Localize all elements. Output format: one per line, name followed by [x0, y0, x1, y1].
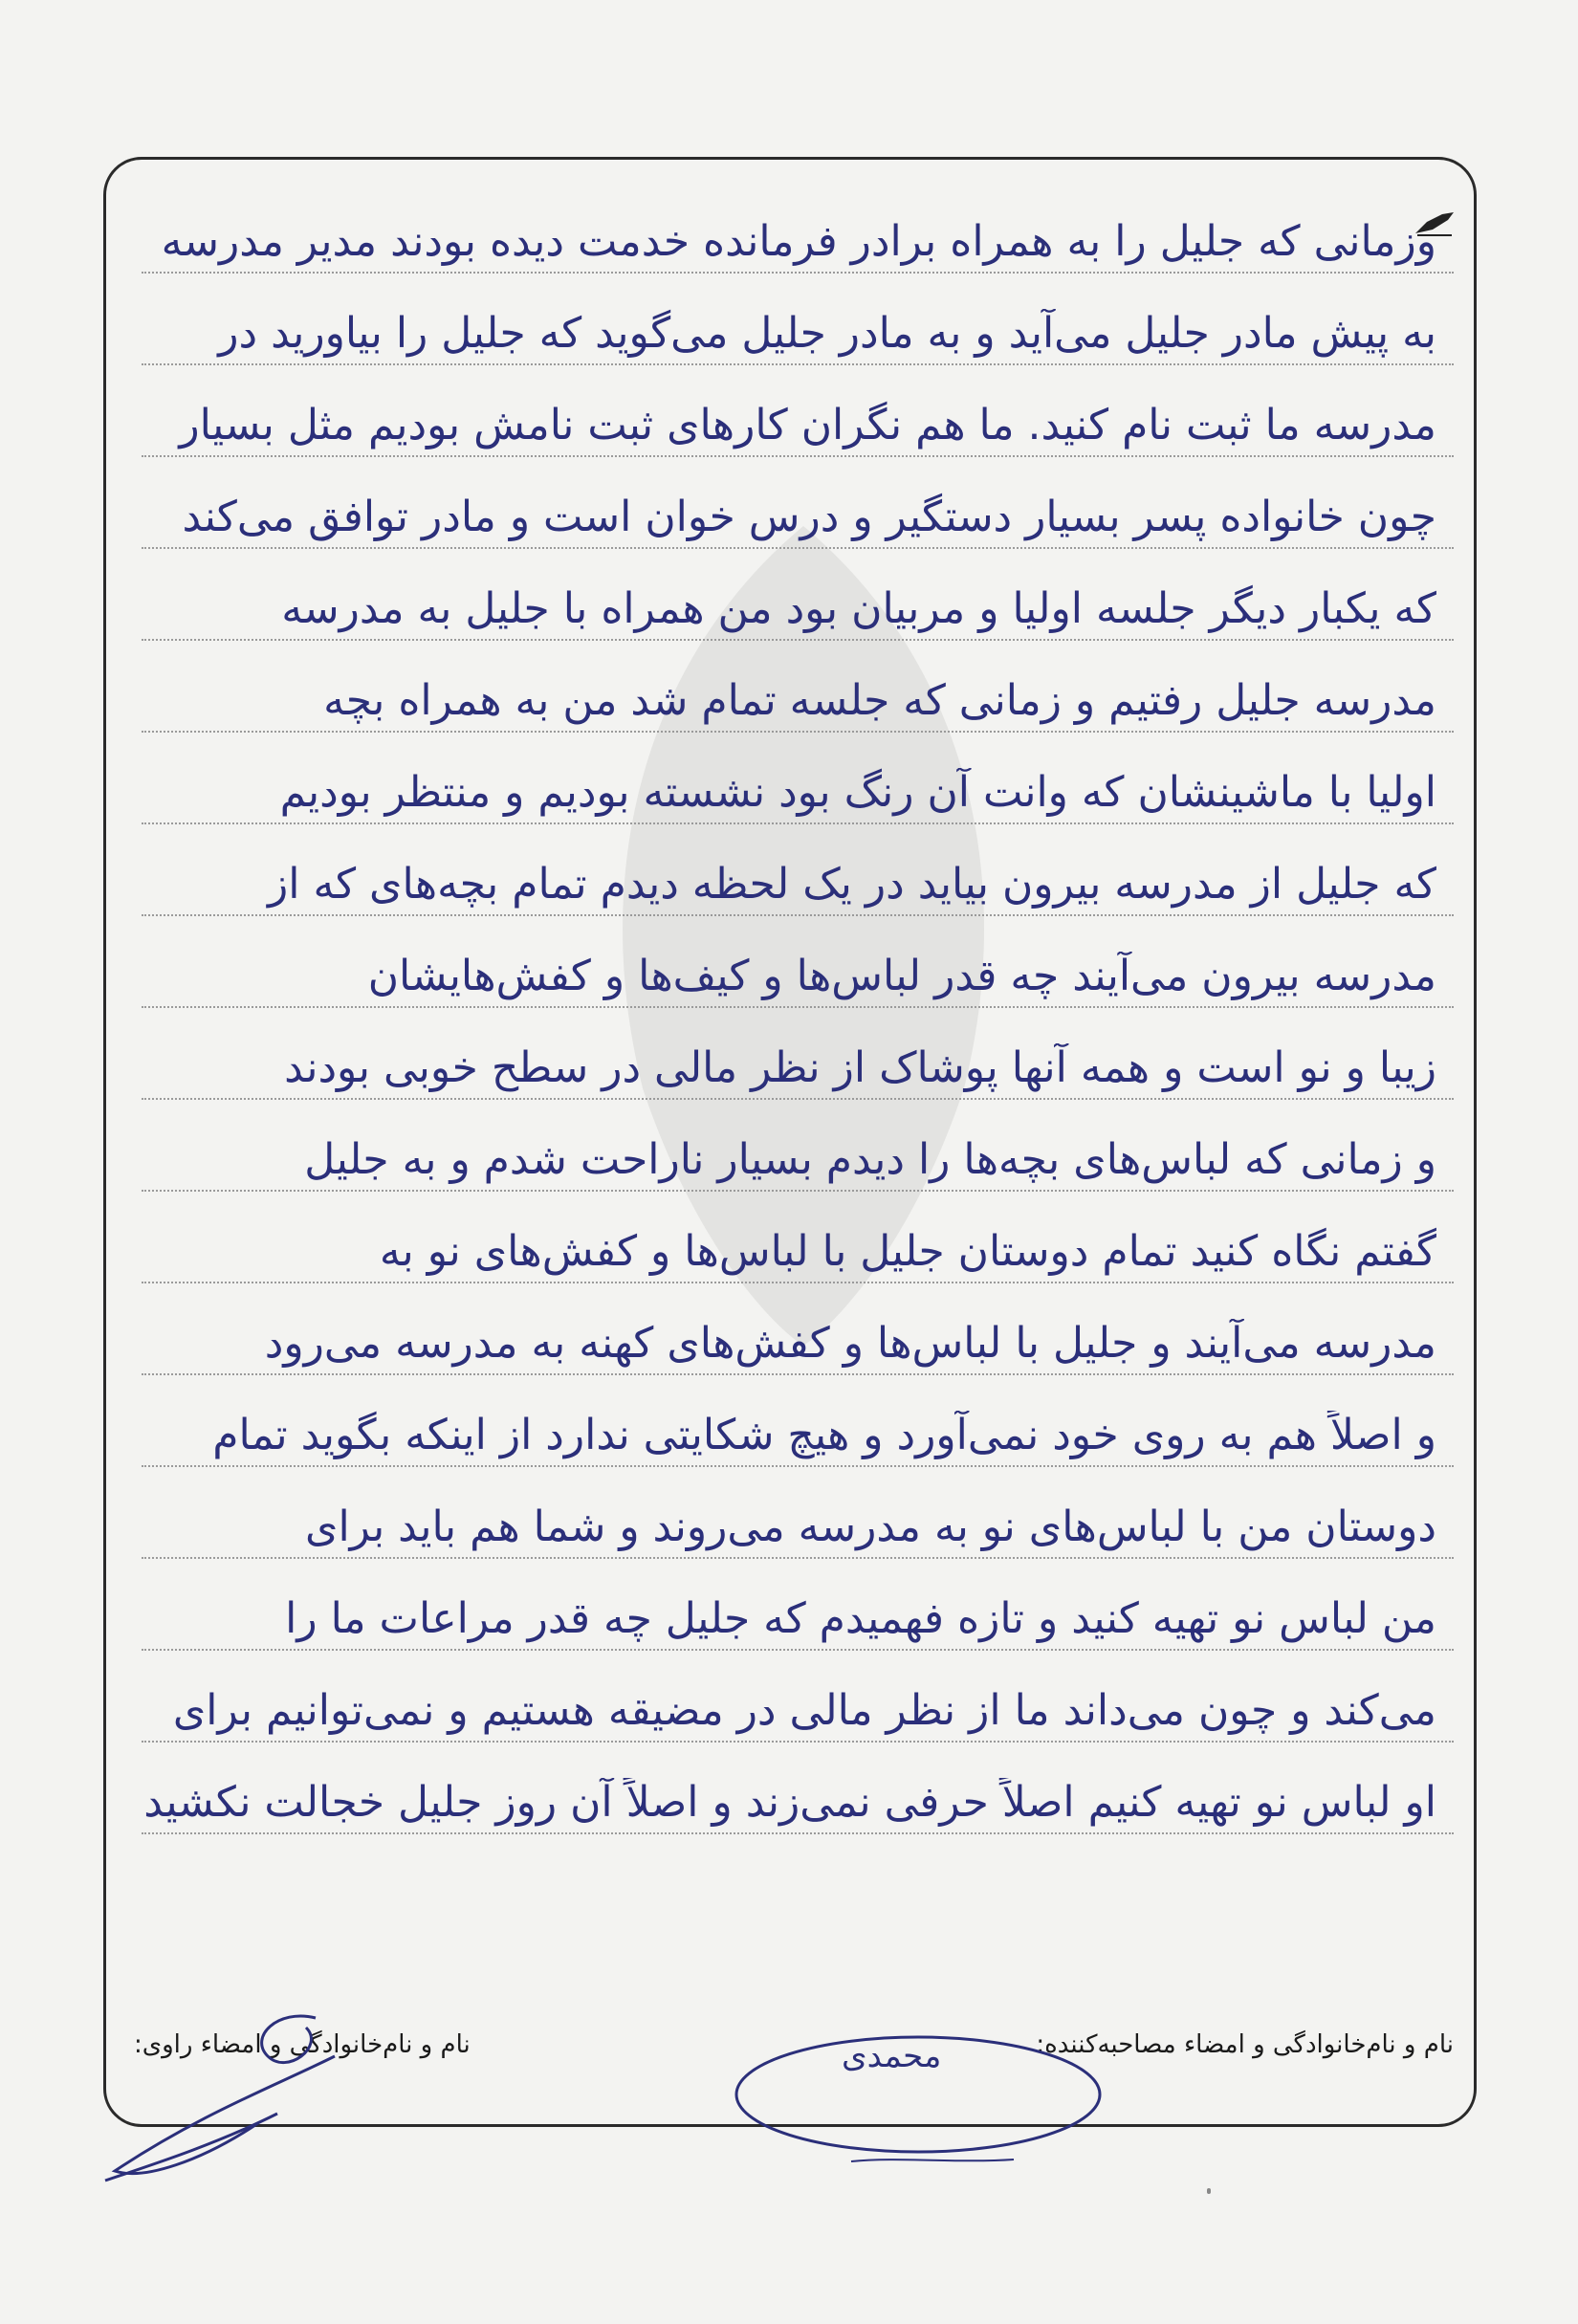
text-line: زیبا و نو است و همه آنها پوشاک از نظر مالی در سطح خوبی بودند	[142, 1018, 1454, 1100]
text-line: دوستان من با لباس‌های نو به مدرسه می‌روند و شما هم باید برای	[142, 1477, 1454, 1559]
text-line: که جلیل از مدرسه بیرون بیاید در یک لحظه دیدم تمام بچه‌های که از	[142, 834, 1454, 916]
text-line: وزمانی که جلیل را به همراه برادر فرمانده خدمت دیده بودند مدیر مدرسه	[142, 191, 1454, 274]
narrator-signature	[86, 1999, 373, 2200]
text-line: مدرسه ما ثبت نام کنید. ما هم نگران کارهای ثبت نامش بودیم مثل بسیار	[142, 375, 1454, 457]
narrator-label: نام و نام‌خانوادگی و امضاء راوی:	[134, 2030, 471, 2059]
text-line: می‌کند و چون می‌داند ما از نظر مالی در مضیقه هستیم و نمی‌توانیم برای	[142, 1660, 1454, 1743]
text-line: گفتم نگاه کنید تمام دوستان جلیل با لباس‌ها و کفش‌های نو به	[142, 1201, 1454, 1283]
text-line: و زمانی که لباس‌های بچه‌ها را دیدم بسیار ناراحت شدم و به جلیل	[142, 1109, 1454, 1192]
text-line: من لباس نو تهیه کنید و تازه فهمیدم که جلیل چه قدر مراعات ما را	[142, 1568, 1454, 1651]
text-line: به پیش مادر جلیل می‌آید و به مادر جلیل می‌گوید که جلیل را بیاورید در	[142, 283, 1454, 365]
text-line: اولیا با ماشینشان که وانت آن رنگ بود نشسته بودیم و منتظر بودیم	[142, 742, 1454, 824]
text-line: مدرسه جلیل رفتیم و زمانی که جلسه تمام شد من به همراه بچه	[142, 650, 1454, 733]
text-line: و اصلاً هم به روی خود نمی‌آورد و هیچ شکایتی ندارد از اینکه بگوید تمام	[142, 1385, 1454, 1467]
ink-dot	[1207, 2188, 1211, 2194]
text-line: مدرسه بیرون می‌آیند چه قدر لباس‌ها و کیف‌ها و کفش‌هایشان	[142, 926, 1454, 1008]
interviewer-signature	[727, 1989, 1129, 2171]
text-line: او لباس نو تهیه کنیم اصلاً حرفی نمی‌زند و اصلاً آن روز جلیل خجالت نکشید	[142, 1752, 1454, 1834]
text-line: که یکبار دیگر جلسه اولیا و مربیان بود من همراه با جلیل به مدرسه	[142, 559, 1454, 641]
interviewer-label: نام و نام‌خانوادگی و امضاء مصاحبه‌کننده:	[1036, 2030, 1454, 2059]
interviewer-signature-name: محمدی	[842, 2037, 942, 2075]
text-line: چون خانواده پسر بسیار دستگیر و درس خوان است و مادر توافق می‌کند	[142, 467, 1454, 549]
text-line: مدرسه می‌آیند و جلیل با لباس‌ها و کفش‌های کهنه به مدرسه می‌رود	[142, 1293, 1454, 1375]
